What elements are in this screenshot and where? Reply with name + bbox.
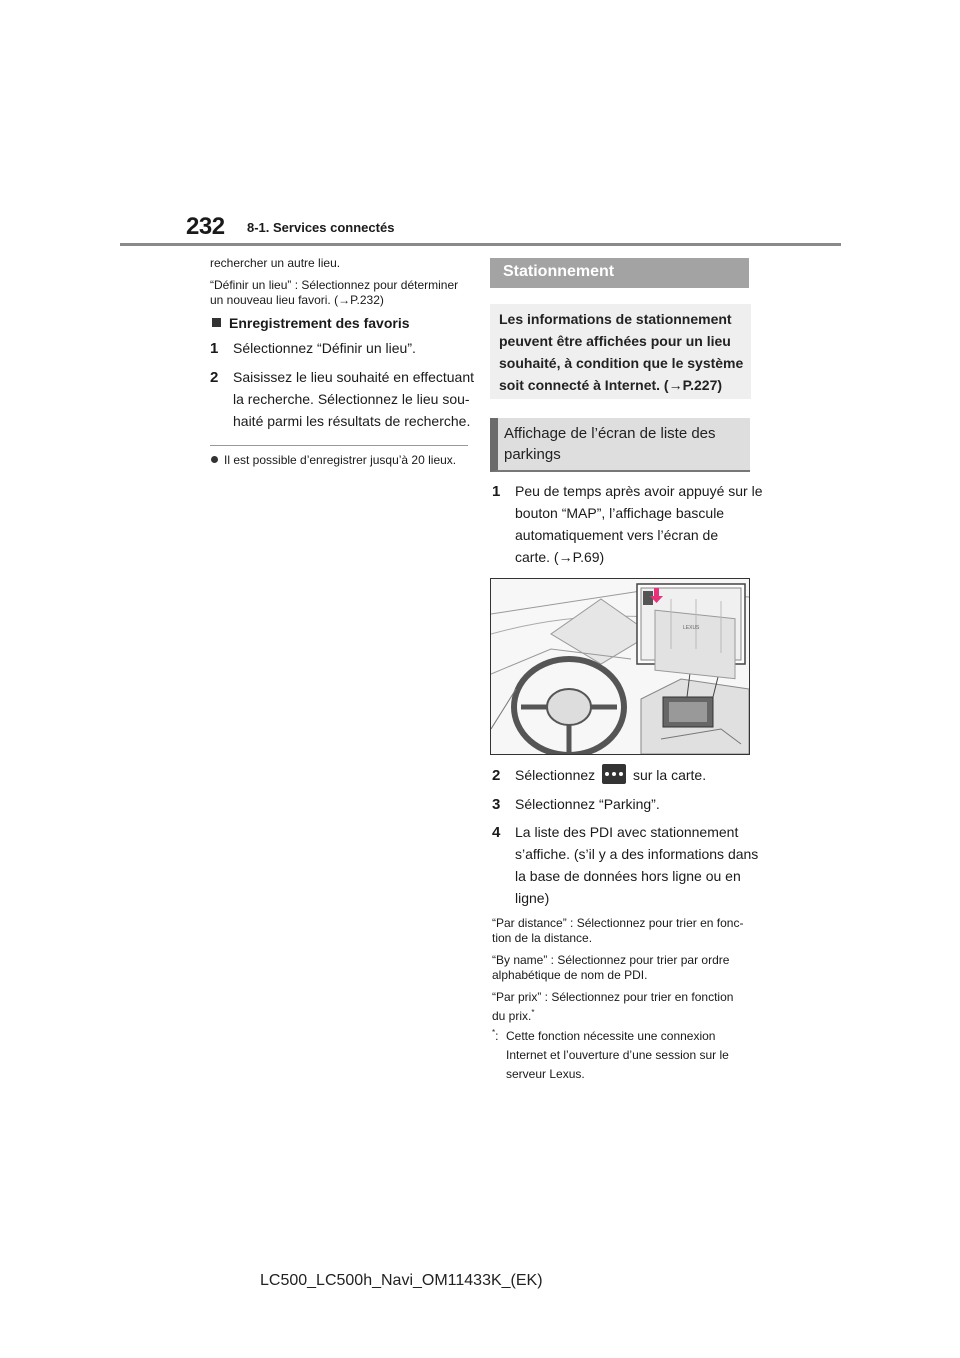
footnote: *: Cette fonction nécessite une connexion Internet et l’ouverture d’une session sur le serveur Lexus. — [492, 1028, 729, 1081]
sort-option-name: “By name” : Sélectionnez pour trier par ordre alphabétique de nom de PDI. — [492, 953, 730, 982]
sort-option-distance: “Par distance” : Sélectionnez pour trier en fonc- tion de la distance. — [492, 916, 744, 945]
dashboard-drawing — [491, 579, 749, 754]
document-code: LC500_LC500h_Navi_OM11433K_(EK) — [260, 1272, 543, 1289]
parking-list-subheading: Affichage de l’écran de liste des parkings — [490, 418, 750, 472]
right-step-1: 1 Peu de temps après avoir appuyé sur le bouton “MAP”, l’affichage bascule automatiquement vers l’écran de carte. (→P.69) — [492, 483, 763, 565]
note-divider — [210, 445, 468, 446]
favorites-heading: Enregistrement des favoris — [212, 315, 410, 331]
section-title: 8-1. Services connectés — [247, 220, 395, 235]
header-rule — [120, 243, 841, 246]
page-number: 232 — [186, 213, 225, 240]
screen-brand-text: LEXUS — [683, 625, 700, 631]
stationnement-heading: Stationnement — [490, 258, 749, 288]
dashboard-illustration — [490, 578, 750, 755]
more-options-icon — [602, 764, 626, 784]
right-step-3: 3 Sélectionnez “Parking”. — [492, 796, 660, 813]
left-step-2: 2 Saisissez le lieu souhaité en effectuant la recherche. Sélectionnez le lieu sou- haité parmi les résultats de recherche. — [210, 369, 475, 429]
right-step-4: 4 La liste des PDI avec stationnement s’affiche. (s’il y a des informations dans la base de données hors ligne ou en ligne) — [492, 824, 759, 906]
note: Il est possible d’enregistrer jusqu’à 20 lieux. — [211, 453, 456, 468]
left-text-line: “Définir un lieu” : Sélectionnez pour déterminer — [210, 278, 459, 292]
left-step-1: 1 Sélectionnez “Définir un lieu”. — [210, 340, 416, 357]
left-text-line: un nouveau lieu favori. (→P.232) — [210, 293, 384, 307]
info-box: Les informations de stationnement peuvent être affichées pour un lieu souhaité, à condition que le système soit connecté à Internet. (→P.227) — [490, 304, 751, 399]
right-step-2: 2 Sélectionnez sur la carte. — [492, 764, 754, 788]
square-bullet-icon — [212, 318, 221, 327]
round-bullet-icon — [211, 456, 218, 463]
sort-option-price: “Par prix” : Sélectionnez pour trier en fonction du prix.* — [492, 990, 734, 1023]
left-text-line: rechercher un autre lieu. — [210, 256, 341, 270]
